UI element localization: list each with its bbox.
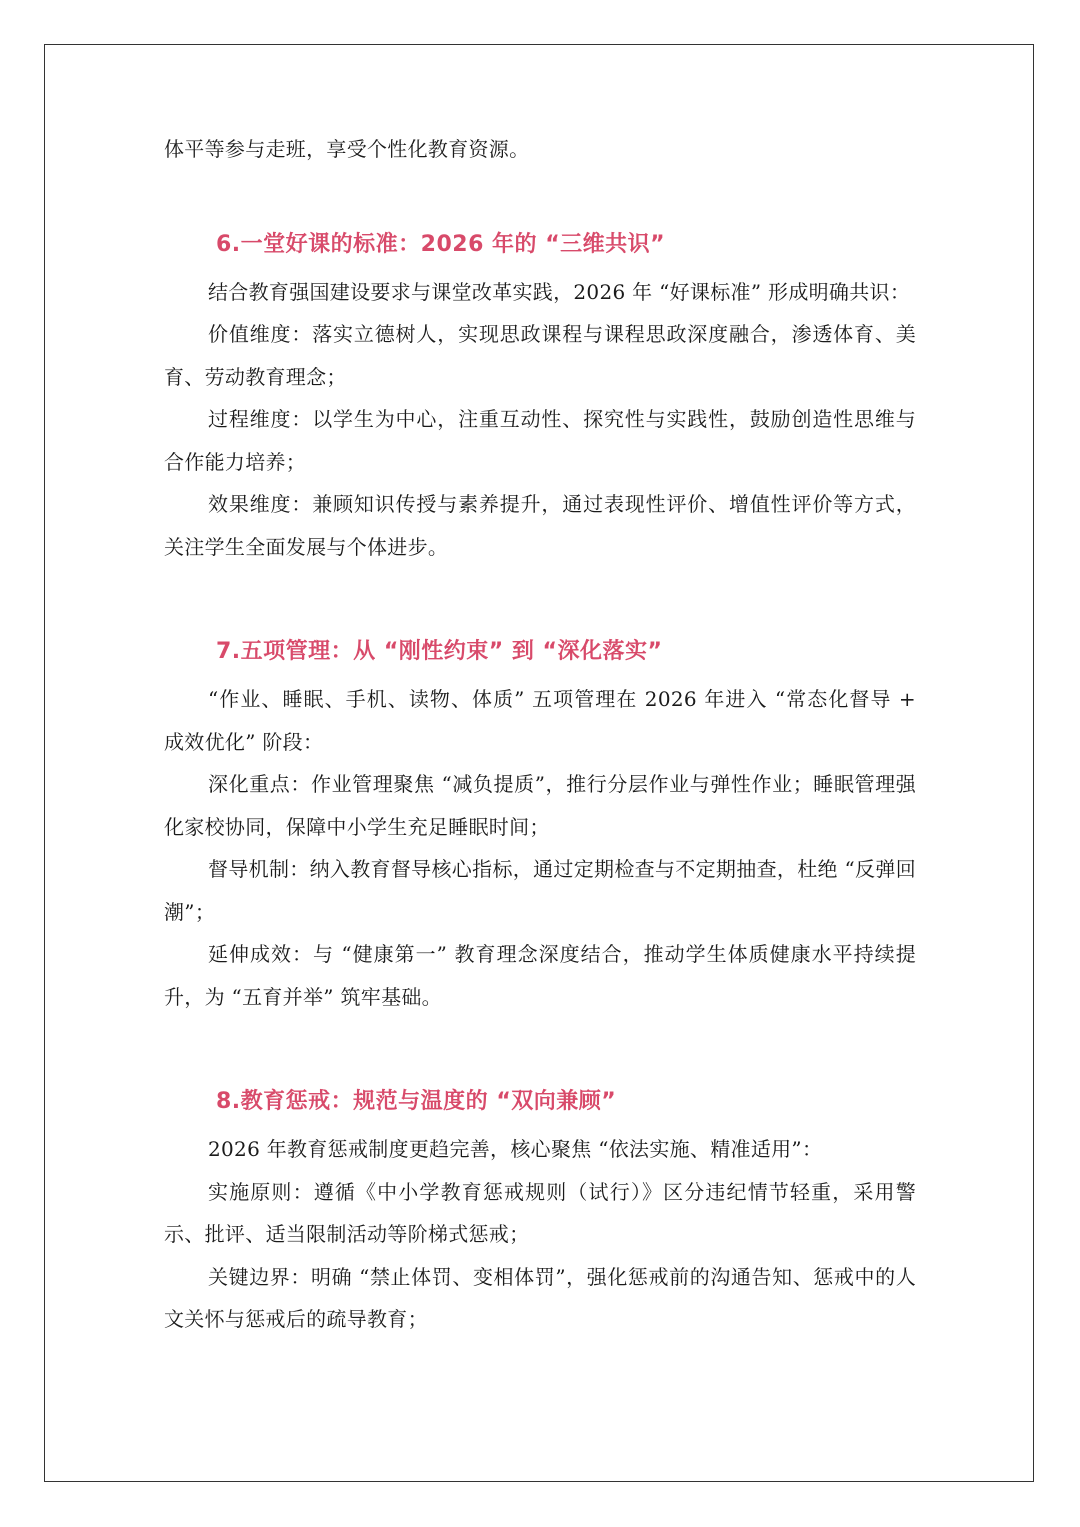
section-8-paragraph-3: 关键边界：明确 “禁止体罚、变相体罚”，强化惩戒前的沟通告知、惩戒中的人文关怀与惩戒后的疏导教育； xyxy=(164,1264,916,1331)
section-6-heading: 6.一堂好课的标准：2026 年的 “三维共识” xyxy=(216,231,666,257)
section-8-heading: 8.教育惩戒：规范与温度的 “双向兼顾” xyxy=(216,1089,617,1114)
section-8-paragraph-2: 实施原则：遵循《中小学教育惩戒规则（试行）》区分违纪情节轻重，采用警示、批评、适当限制活动等阶梯式惩戒； xyxy=(164,1179,916,1246)
section-7-paragraph-2: 深化重点：作业管理聚焦 “减负提质”，推行分层作业与弹性作业；睡眠管理强化家校协同，保障中小学生充足睡眠时间； xyxy=(164,772,916,839)
section-7-paragraph-4: 延伸成效：与 “健康第一” 教育理念深度结合，推动学生体质健康水平持续提升，为 “五育并举” 筑牢基础。 xyxy=(164,942,916,1009)
section-7-heading: 7.五项管理：从 “刚性约束” 到 “深化落实” xyxy=(216,639,663,664)
section-6-paragraph-4: 效果维度：兼顾知识传授与素养提升，通过表现性评价、增值性评价等方式，关注学生全面发展与个体进步。 xyxy=(164,492,916,559)
intro-continuation-paragraph: 体平等参与走班，享受个性化教育资源。 xyxy=(164,137,530,161)
section-6-paragraph-1: 结合教育强国建设要求与课堂改革实践，2026 年 “好课标准” 形成明确共识： xyxy=(208,279,911,304)
section-6-paragraph-2: 价值维度：落实立德树人，实现思政课程与课程思政深度融合，渗透体育、美育、劳动教育理念； xyxy=(164,322,916,389)
section-6-paragraph-3: 过程维度：以学生为中心，注重互动性、探究性与实践性，鼓励创造性思维与合作能力培养； xyxy=(164,407,916,474)
section-7-paragraph-3: 督导机制：纳入教育督导核心指标，通过定期检查与不定期抽查，杜绝 “反弹回潮”； xyxy=(164,857,916,924)
document-body xyxy=(164,128,916,1341)
section-8-paragraph-1: 2026 年教育惩戒制度更趋完善，核心聚焦 “依法实施、精准适用”： xyxy=(208,1137,823,1161)
section-7-paragraph-1: “作业、睡眠、手机、读物、体质” 五项管理在 2026 年进入 “常态化督导 + 成效优化” 阶段： xyxy=(164,687,916,754)
